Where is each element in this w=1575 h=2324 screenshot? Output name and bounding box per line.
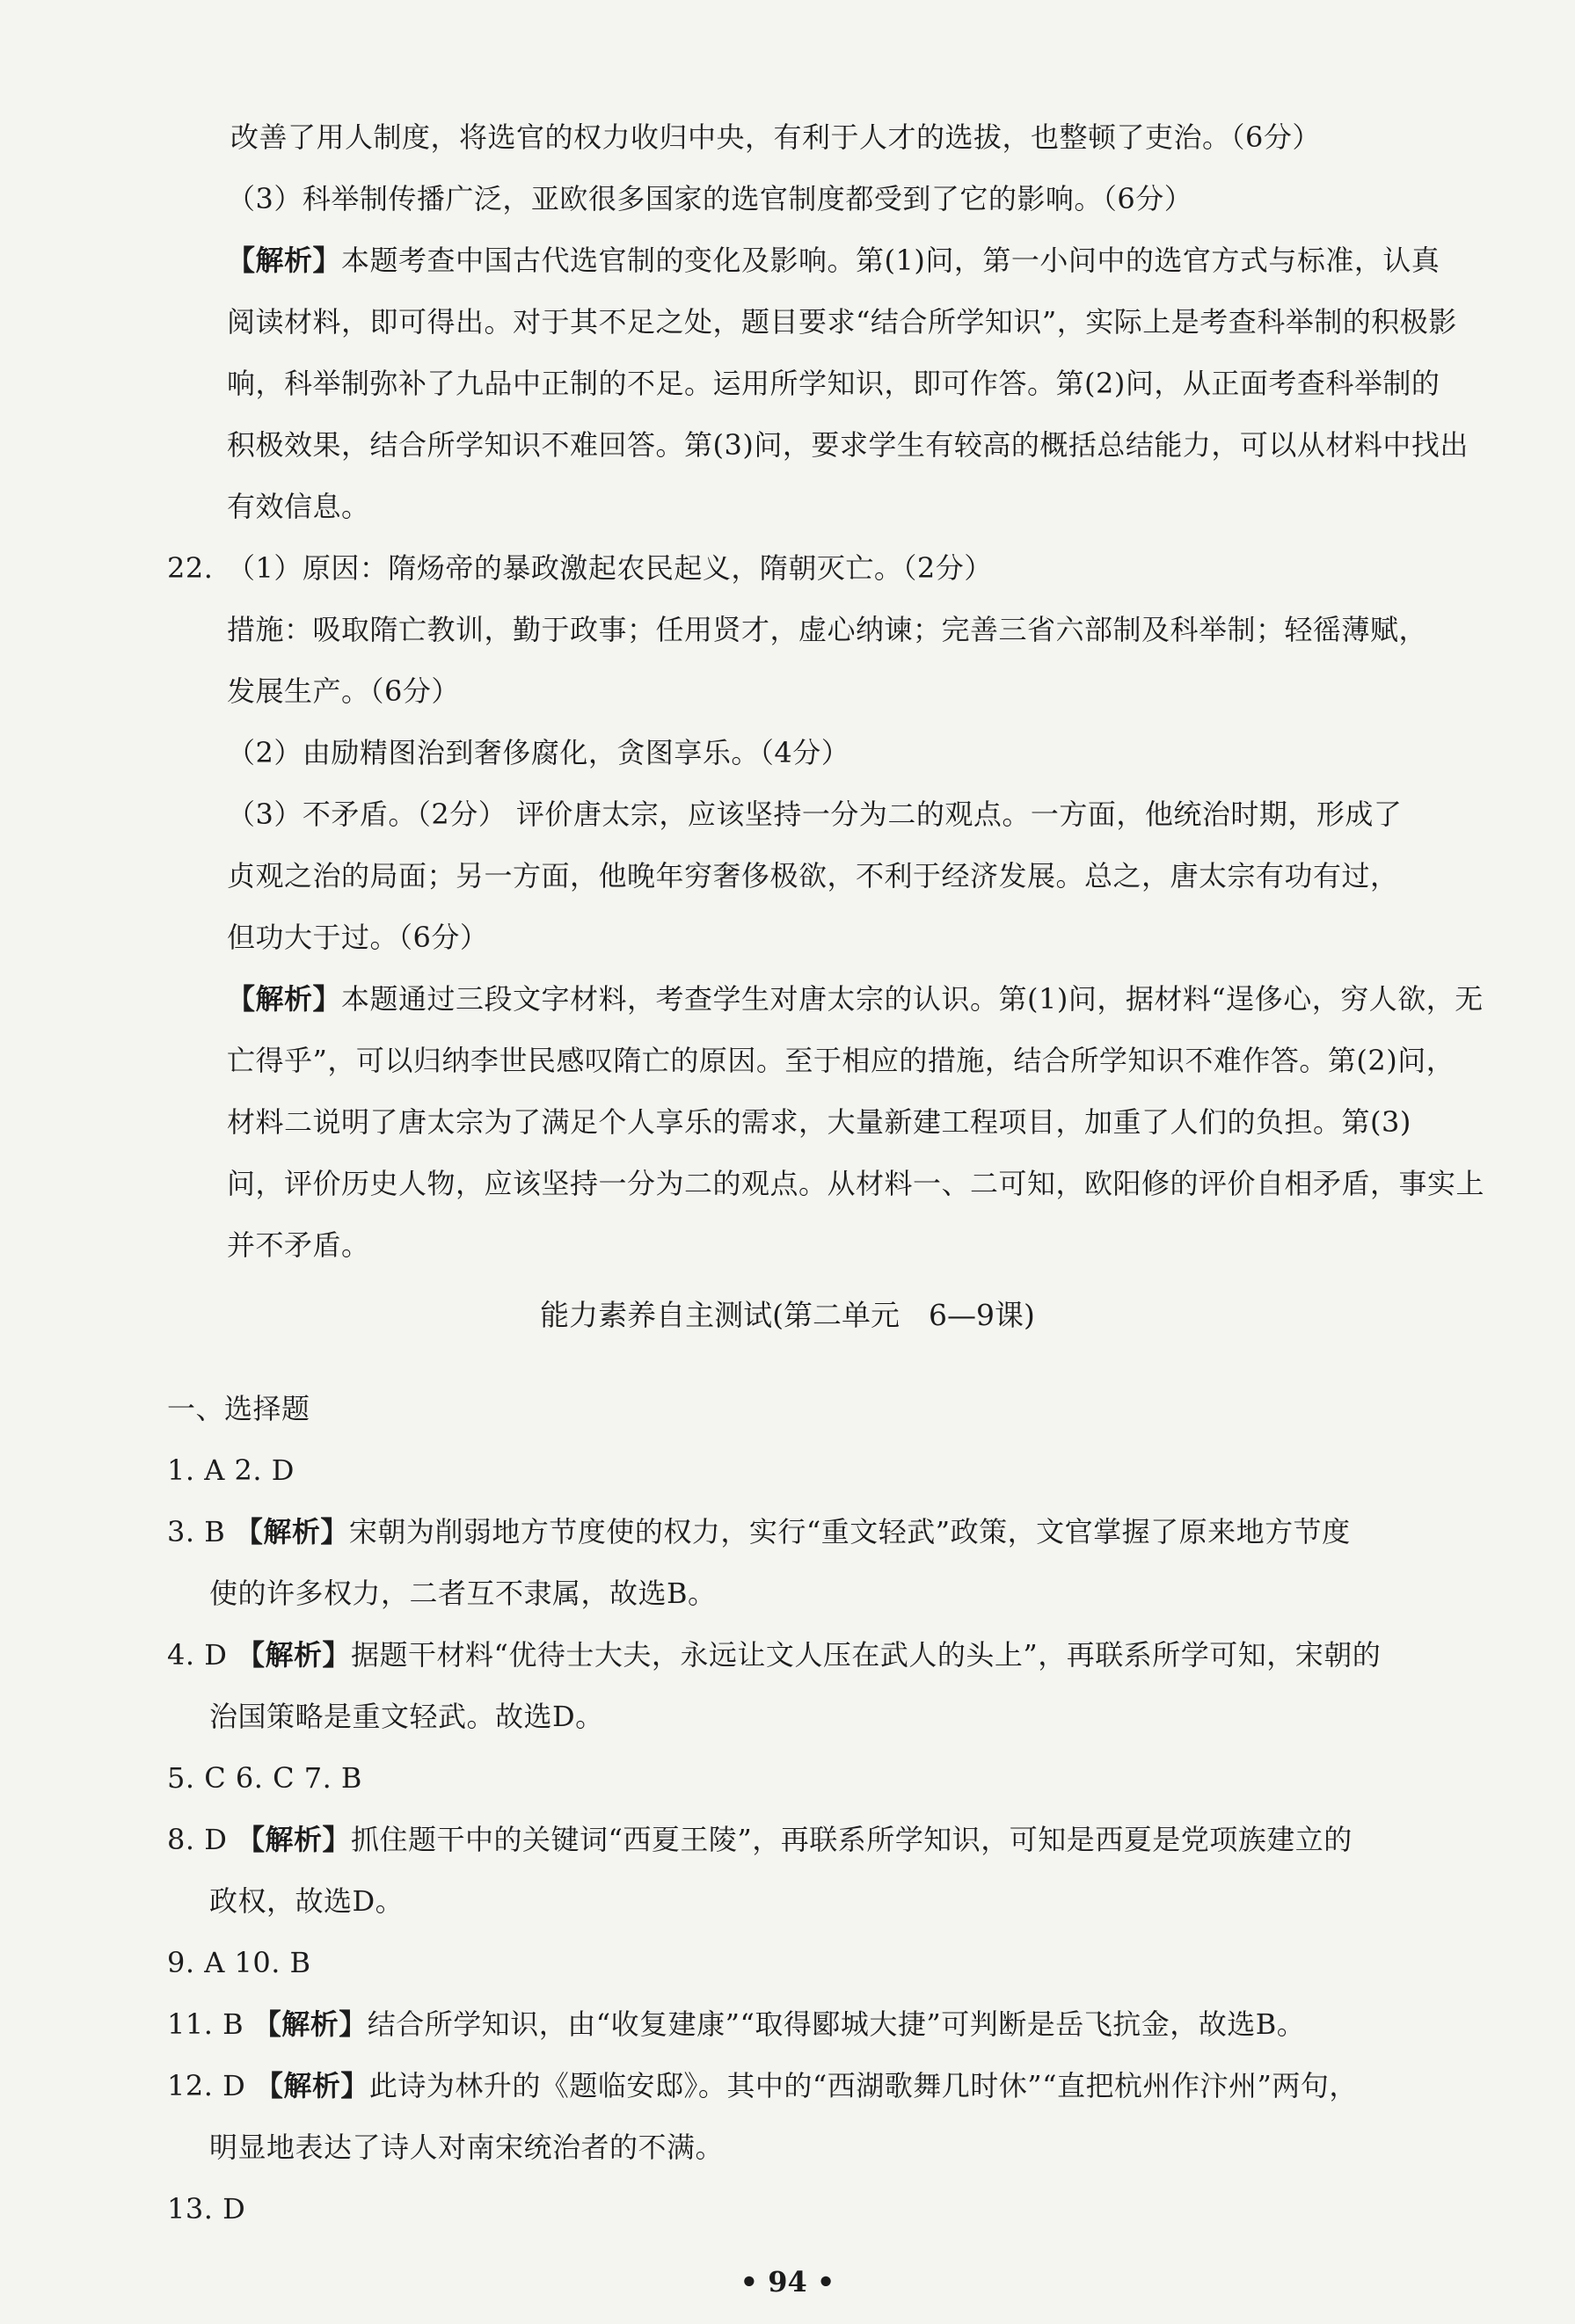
analysis-tag: 【解析】 xyxy=(237,1638,352,1672)
analysis-tag: 【解析】 xyxy=(227,982,342,1016)
q21-analysis-line-1 xyxy=(227,243,1440,278)
analysis-tag: 【解析】 xyxy=(254,2069,369,2102)
analysis-text: 本题通过三段文字材料，考查学生对唐太宗的认识。第(1)问，据材料“逞侈心，穷人欲，无 xyxy=(341,982,1484,1016)
choice-q11-line-1 xyxy=(167,2007,1305,2042)
choice-q3-line-1 xyxy=(167,1514,1351,1549)
choice-q8-line-1 xyxy=(167,1822,1353,1857)
q22-analysis-line-5: 并不矛盾。 xyxy=(227,1228,370,1262)
choice-q3-line-2: 使的许多权力，二者互不隶属，故选B。 xyxy=(209,1577,717,1610)
question-prefix: 3. B xyxy=(167,1515,235,1548)
q22-part1-reason: （1）原因：隋炀帝的暴政激起农民起义，隋朝灭亡。（2分） xyxy=(227,551,993,585)
choices-q9-10: 9. A 10. B xyxy=(167,1946,311,1979)
q22-part3-line-2: 贞观之治的局面；另一方面，他晚年穷奢侈极欲，不利于经济发展。总之，唐太宗有功有过， xyxy=(227,859,1399,892)
q21-analysis-line-3: 响，科举制弥补了九品中正制的不足。运用所学知识，即可作答。第(2)问，从正面考查科举制的 xyxy=(227,367,1440,400)
part-one-heading: 一、选择题 xyxy=(167,1392,310,1425)
choice-q4-line-2: 治国策略是重文轻武。故选D。 xyxy=(209,1700,604,1733)
q22-part3-line-3: 但功大于过。（6分） xyxy=(227,921,489,954)
q21-analysis-line-2: 阅读材料，即可得出。对于其不足之处，题目要求“结合所学知识”，实际上是考查科举制的积极影 xyxy=(227,305,1457,339)
analysis-text: 据题干材料“优待士大夫，永远让文人压在武人的头上”，再联系所学可知，宋朝的 xyxy=(351,1638,1382,1672)
q22-measures-line-1: 措施：吸取隋亡教训，勤于政事；任用贤才，虚心纳谏；完善三省六部制及科举制；轻徭薄赋， xyxy=(227,613,1428,646)
q22-analysis-line-3: 材料二说明了唐太宗为了满足个人享乐的需求，大量新建工程项目，加重了人们的负担。第(3) xyxy=(227,1105,1411,1139)
analysis-text: 抓住题干中的关键词“西夏王陵”，再联系所学知识，可知是西夏是党项族建立的 xyxy=(351,1823,1353,1856)
page-number: • 94 • xyxy=(740,2265,835,2299)
q22-analysis-line-1 xyxy=(227,981,1484,1016)
choice-q4-line-1 xyxy=(167,1637,1381,1672)
q21-analysis-line-4: 积极效果，结合所学知识不难回答。第(3)问，要求学生有较高的概括总结能力，可以从材料中找出 xyxy=(227,428,1469,462)
analysis-tag: 【解析】 xyxy=(252,2007,368,2041)
q22-measures-line-2: 发展生产。（6分） xyxy=(227,674,460,708)
q22-part3-line-1: （3）不矛盾。（2分） 评价唐太宗，应该坚持一分为二的观点。一方面，他统治时期，形成了 xyxy=(227,798,1403,831)
analysis-tag: 【解析】 xyxy=(234,1515,349,1548)
analysis-text: 宋朝为削弱地方节度使的权力，实行“重文轻武”政策，文官掌握了原来地方节度 xyxy=(348,1515,1351,1548)
choice-q12-line-2: 明显地表达了诗人对南宋统治者的不满。 xyxy=(209,2131,725,2164)
q21-part3: （3）科举制传播广泛，亚欧很多国家的选官制度都受到了它的影响。（6分） xyxy=(227,182,1193,215)
analysis-text: 本题考查中国古代选官制的变化及影响。第(1)问，第一小问中的选官方式与标准，认真 xyxy=(341,244,1440,277)
choice-q8-line-2: 政权，故选D。 xyxy=(209,1884,405,1918)
analysis-tag: 【解析】 xyxy=(227,244,342,277)
q22-analysis-line-4: 问，评价历史人物，应该坚持一分为二的观点。从材料一、二可知，欧阳修的评价自相矛盾，事实上 xyxy=(227,1167,1485,1200)
analysis-tag: 【解析】 xyxy=(237,1823,352,1856)
analysis-text: 此诗为林升的《题临安邸》。其中的“西湖歌舞几时休”“直把杭州作汴州”两句， xyxy=(368,2069,1358,2102)
question-prefix: 12. D xyxy=(167,2069,255,2102)
q21-analysis-line-5: 有效信息。 xyxy=(227,490,370,523)
question-prefix: 8. D xyxy=(167,1823,237,1856)
question-prefix: 11. B xyxy=(167,2007,253,2041)
choice-q12-line-1 xyxy=(167,2068,1358,2103)
choices-q5-7: 5. C 6. C 7. B xyxy=(167,1761,362,1795)
question-prefix: 4. D xyxy=(167,1638,237,1672)
choice-q13: 13. D xyxy=(167,2192,246,2226)
q21-continuation-line: 改善了用人制度，将选官的权力收归中央，有利于人才的选拔，也整顿了吏治。（6分） xyxy=(230,120,1321,154)
analysis-text: 结合所学知识，由“收复建康”“取得郾城大捷”可判断是岳飞抗金，故选B。 xyxy=(367,2007,1306,2041)
choices-q1-2: 1. A 2. D xyxy=(167,1453,295,1487)
q22-analysis-line-2: 亡得乎”，可以归纳李世民感叹隋亡的原因。至于相应的措施，结合所学知识不难作答。第(2)问， xyxy=(227,1044,1455,1077)
q22-number: 22. xyxy=(167,551,214,585)
section-title: 能力素养自主测试(第二单元 6—9课) xyxy=(540,1298,1035,1332)
q22-part2: （2）由励精图治到奢侈腐化，贪图享乐。（4分） xyxy=(227,736,850,769)
